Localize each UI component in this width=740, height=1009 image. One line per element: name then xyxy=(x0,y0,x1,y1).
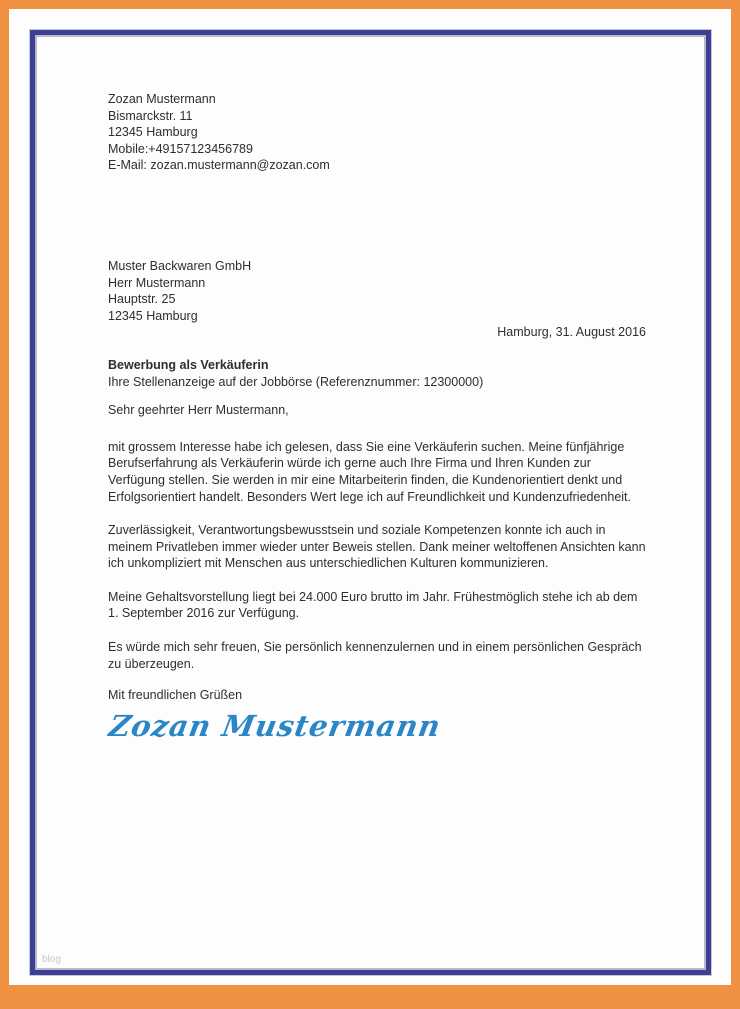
subject-block xyxy=(108,357,646,390)
signature-text: Zozan Mustermann xyxy=(106,708,444,743)
letter-border-frame xyxy=(30,30,711,975)
body-paragraph: Zuverlässigkeit, Verantwortungsbewusstsein und soziale Kompetenzen konnte ich auch in meinem Privatleben immer wieder unter Beweis stellen. Dank meiner weltoffenen Ansichten kann ich unkompliziert mit Menschen aus unterschiedlichen Kulturen kommunizieren. xyxy=(108,523,646,571)
recipient-company: Muster Backwaren GmbH xyxy=(108,258,252,273)
letter-paper xyxy=(9,9,731,985)
letter-date: Hamburg, 31. August 2016 xyxy=(497,325,646,340)
closing-line: Mit freundlichen Grüßen xyxy=(108,688,243,703)
sender-name: Zozan Mustermann xyxy=(108,92,216,106)
sender-city: 12345 Hamburg xyxy=(108,125,198,140)
sender-street: Bismarckstr. 11 xyxy=(108,108,193,123)
reference-line: Ihre Stellenanzeige auf der Jobbörse (Referenznummer: 12300000) xyxy=(108,374,484,389)
body-paragraph: mit grossem Interesse habe ich gelesen, dass Sie eine Verkäuferin suchen. Meine fünfjährige Berufserfahrung als Verkäuferin würde ich gerne auch Ihre Firma und Ihren Kunden zur Verfügung stellen. Sie werden in mir eine Mitarbeiterin finden, die Kundenorientiert denkt und Erfolgsorientiert handelt. Besonders Wert lege ich auf Freundlichkeit und Kundenzufriedenheit. xyxy=(108,439,631,504)
salutation: Sehr geehrter Herr Mustermann, xyxy=(108,403,289,418)
letter-content xyxy=(35,35,706,970)
recipient-city: 12345 Hamburg xyxy=(108,308,198,323)
body-paragraph: Meine Gehaltsvorstellung liegt bei 24.000 Euro brutto im Jahr. Frühestmöglich stehe ich ab dem 1. September 2016 zur Verfügung. xyxy=(108,589,638,621)
recipient-street: Hauptstr. 25 xyxy=(108,292,176,307)
recipient-name: Herr Mustermann xyxy=(108,275,206,290)
sender-block xyxy=(108,91,646,174)
sender-email: E-Mail: zozan.mustermann@zozan.com xyxy=(108,158,330,173)
watermark-text: blog xyxy=(42,954,61,965)
sender-mobile: Mobile:+49157123456789 xyxy=(108,141,253,156)
body-paragraph: Es würde mich sehr freuen, Sie persönlich kennenzulernen und in einem persönlichen Gespräch zu überzeugen. xyxy=(108,640,642,671)
subject-line: Bewerbung als Verkäuferin xyxy=(108,357,269,372)
recipient-block xyxy=(108,258,646,324)
